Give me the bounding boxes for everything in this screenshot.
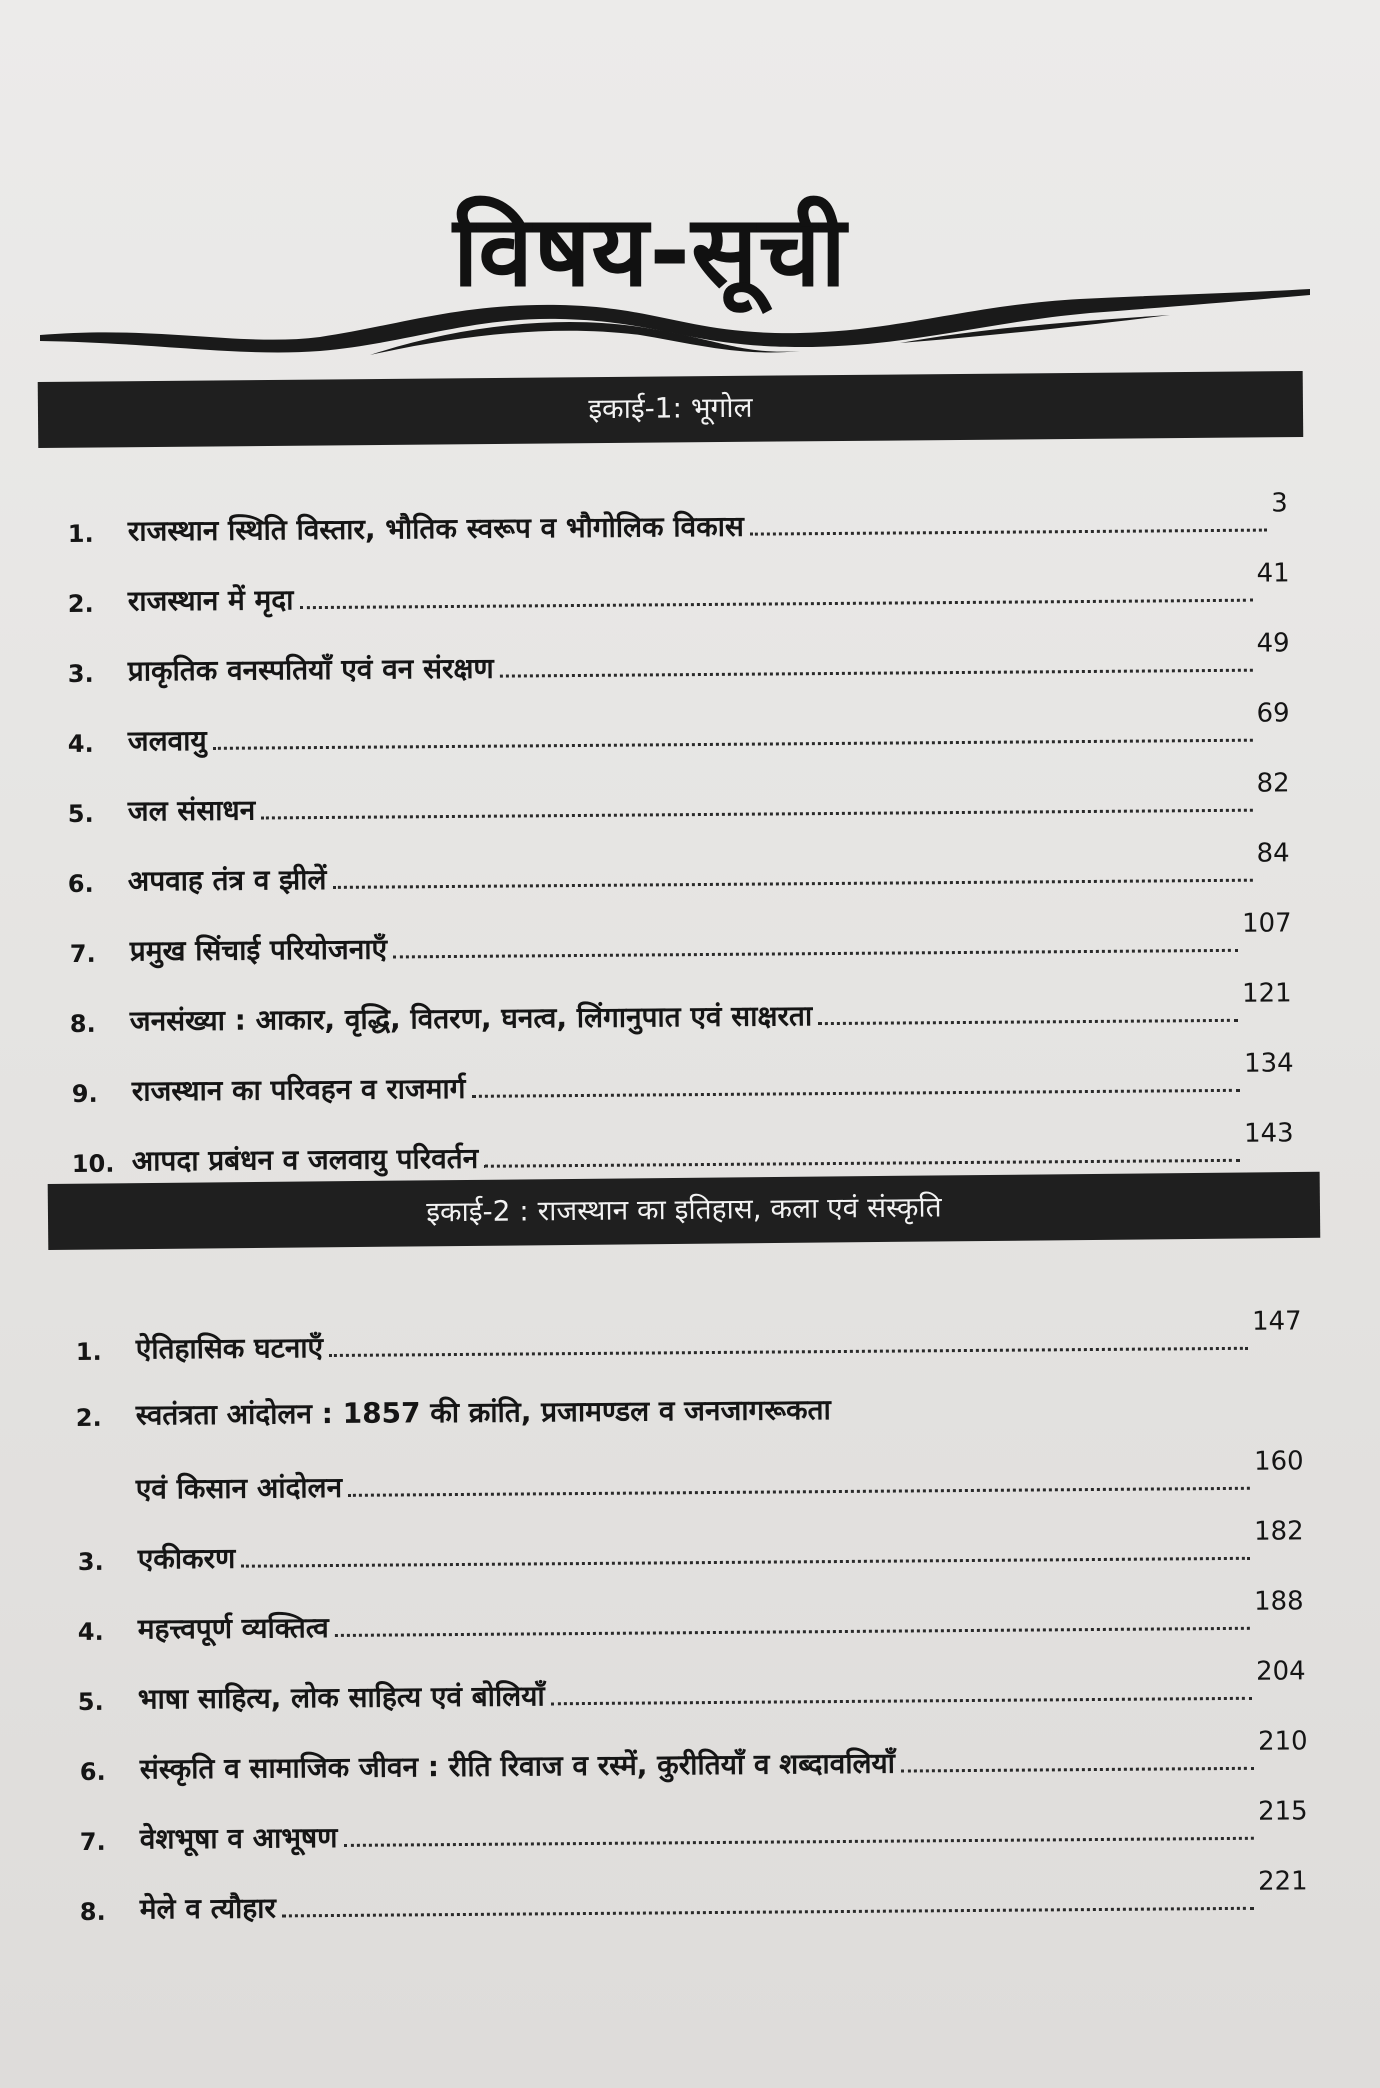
entry-page: 147 bbox=[1251, 1306, 1302, 1337]
entry-page: 121 bbox=[1241, 978, 1292, 1009]
entry-page: 188 bbox=[1253, 1586, 1304, 1617]
entry-number: 8. bbox=[69, 1009, 96, 1039]
entry-number: 1. bbox=[75, 1337, 102, 1367]
dot-leader bbox=[500, 669, 1253, 678]
entry-page: 41 bbox=[1256, 558, 1290, 589]
entry-page: 210 bbox=[1257, 1726, 1308, 1757]
entry-title: राजस्थान का परिवहन व राजमार्ग bbox=[131, 1071, 466, 1108]
dot-leader bbox=[343, 1837, 1254, 1847]
dot-leader bbox=[300, 599, 1253, 609]
entry-number: 4. bbox=[77, 1617, 104, 1647]
entry-title: जलवायु bbox=[127, 723, 207, 758]
dot-leader bbox=[329, 1347, 1248, 1357]
entry-title: एकीकरण bbox=[137, 1541, 236, 1576]
entry-number: 2. bbox=[75, 1403, 102, 1433]
dot-leader bbox=[333, 879, 1253, 889]
entry-title: स्वतंत्रता आंदोलन : 1857 की क्रांति, प्रजामण्डल व जनजागरूकता bbox=[135, 1393, 831, 1432]
unit-2-heading: इकाई-2 : राजस्थान का इतिहास, कला एवं संस्कृति bbox=[48, 1172, 1321, 1250]
entry-page: 143 bbox=[1243, 1118, 1294, 1149]
entry-number: 1. bbox=[67, 519, 94, 549]
dot-leader bbox=[393, 949, 1238, 959]
entry-number: 6. bbox=[79, 1757, 106, 1787]
dot-leader bbox=[335, 1627, 1250, 1637]
dot-leader bbox=[241, 1557, 1250, 1568]
entry-number: 7. bbox=[79, 1827, 106, 1857]
dot-leader bbox=[484, 1159, 1240, 1168]
entry-page: 49 bbox=[1256, 628, 1290, 659]
toc-entry[interactable] bbox=[68, 490, 1288, 550]
entry-page: 69 bbox=[1256, 698, 1290, 729]
toc-entry[interactable] bbox=[68, 560, 1290, 620]
toc-entry[interactable] bbox=[68, 840, 1290, 900]
toc-entry[interactable] bbox=[68, 630, 1290, 690]
dot-leader bbox=[348, 1487, 1250, 1497]
entry-page: 160 bbox=[1253, 1446, 1304, 1477]
entry-page: 107 bbox=[1241, 908, 1292, 939]
entry-page: 182 bbox=[1253, 1516, 1304, 1547]
unit-1-heading: इकाई-1: भूगोल bbox=[38, 371, 1304, 448]
dot-leader bbox=[213, 739, 1253, 750]
toc-entry-multiline[interactable] bbox=[76, 1374, 1302, 1434]
toc-entry[interactable] bbox=[72, 1050, 1294, 1110]
entry-page: 3 bbox=[1271, 488, 1288, 519]
entry-page: 204 bbox=[1255, 1656, 1306, 1687]
entry-page: 134 bbox=[1243, 1048, 1294, 1079]
entry-page: 215 bbox=[1257, 1796, 1308, 1827]
entry-title: अपवाह तंत्र व झीलें bbox=[127, 862, 327, 898]
entry-number: 8. bbox=[79, 1897, 106, 1927]
entry-page: 82 bbox=[1256, 768, 1290, 799]
entry-title: जनसंख्या : आकार, वृद्धि, वितरण, घनत्व, लिंगानुपात एवं साक्षरता bbox=[129, 999, 813, 1038]
entry-page: 221 bbox=[1257, 1866, 1308, 1897]
entry-title: महत्त्वपूर्ण व्यक्तित्व bbox=[137, 1611, 329, 1646]
toc-entry[interactable] bbox=[68, 700, 1290, 760]
entry-title: वेशभूषा व आभूषण bbox=[139, 1820, 338, 1856]
dot-leader bbox=[551, 1697, 1253, 1706]
page-title: विषय-सूची bbox=[453, 195, 847, 309]
entry-number: 10. bbox=[71, 1149, 115, 1179]
entry-title: ऐतिहासिक घटनाएँ bbox=[135, 1331, 324, 1366]
entry-number: 4. bbox=[67, 729, 94, 759]
entry-page: 84 bbox=[1256, 838, 1290, 869]
toc-entry[interactable] bbox=[70, 980, 1292, 1040]
entry-title-continuation: एवं किसान आंदोलन bbox=[135, 1470, 343, 1506]
toc-entry[interactable] bbox=[80, 1728, 1308, 1788]
entry-title: जल संसाधन bbox=[127, 793, 256, 828]
entry-title: राजस्थान में मृदा bbox=[127, 583, 294, 618]
toc-entry[interactable] bbox=[80, 1798, 1308, 1858]
entry-title: प्राकृतिक वनस्पतियाँ एवं वन संरक्षण bbox=[127, 651, 494, 688]
entry-number: 3. bbox=[67, 659, 94, 689]
toc-entry[interactable] bbox=[78, 1588, 1304, 1648]
entry-title: संस्कृति व सामाजिक जीवन : रीति रिवाज व रस्में, कुरीतियाँ व शब्दावलियाँ bbox=[139, 1746, 896, 1786]
toc-entry[interactable] bbox=[76, 1308, 1302, 1368]
dot-leader bbox=[750, 529, 1267, 536]
entry-number: 7. bbox=[69, 939, 96, 969]
toc-entry[interactable] bbox=[72, 1120, 1294, 1180]
toc-entry[interactable] bbox=[68, 770, 1290, 830]
toc-entry[interactable] bbox=[80, 1868, 1308, 1928]
toc-entry[interactable] bbox=[78, 1658, 1306, 1718]
entry-number: 3. bbox=[77, 1547, 104, 1577]
entry-number: 5. bbox=[77, 1687, 104, 1717]
entry-number: 9. bbox=[71, 1079, 98, 1109]
entry-number: 6. bbox=[67, 869, 94, 899]
entry-number: 2. bbox=[67, 589, 94, 619]
entry-title: भाषा साहित्य, लोक साहित्य एवं बोलियाँ bbox=[137, 1679, 545, 1716]
dot-leader bbox=[818, 1019, 1238, 1025]
dot-leader bbox=[261, 809, 1253, 820]
entry-title: राजस्थान स्थिति विस्तार, भौतिक स्वरूप व भौगोलिक विकास bbox=[127, 509, 744, 548]
entry-title: प्रमुख सिंचाई परियोजनाएँ bbox=[129, 932, 388, 968]
entry-title: मेले व त्यौहार bbox=[139, 1891, 276, 1926]
toc-entry-continuation[interactable] bbox=[76, 1448, 1304, 1508]
entry-number: 5. bbox=[67, 799, 94, 829]
toc-entry[interactable] bbox=[78, 1518, 1304, 1578]
toc-entry[interactable] bbox=[70, 910, 1292, 970]
entry-number-spacer bbox=[76, 1506, 136, 1508]
entry-title: आपदा प्रबंधन व जलवायु परिवर्तन bbox=[131, 1141, 479, 1178]
dot-leader bbox=[282, 1907, 1254, 1918]
decorative-wave bbox=[40, 285, 1310, 365]
dot-leader bbox=[472, 1089, 1241, 1098]
dot-leader bbox=[901, 1767, 1254, 1773]
